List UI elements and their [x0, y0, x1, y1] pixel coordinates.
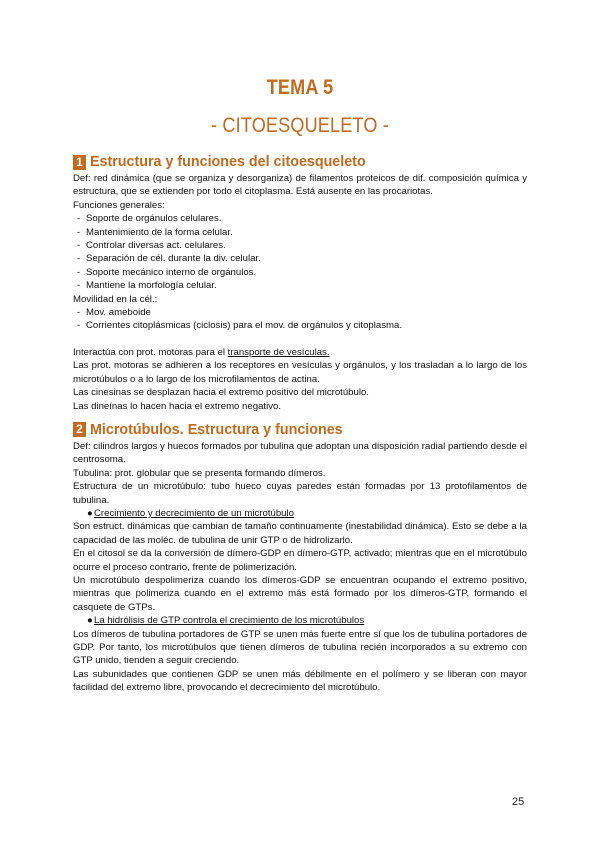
bullet-dot-icon: ●	[87, 615, 93, 627]
depolymerization-paragraph: Un microtúbulo despolimeriza cuando los dímeros-GDP se encuentran ocupando el extremo positivo, mientras que polimeriza cuando en el extremo más está formado por los dímeros-GTP, formando el casquete de GTPs.	[73, 574, 527, 613]
bullet-hydrolysis	[73, 614, 527, 627]
section-2-heading	[73, 421, 527, 439]
section-2-title: Microtúbulos. Estructura y funciones	[90, 421, 343, 438]
bullet-growth-text: Crecimiento y decrecimiento de un microtúbulo	[94, 507, 294, 519]
section-2-number: 2	[73, 422, 86, 437]
function-item: - Soporte mecánico interno de orgánulos.	[73, 266, 527, 279]
movement-item: - Corrientes citoplásmicas (ciclosis) para el mov. de orgánulos y citoplasma.	[73, 319, 527, 332]
gtp-binding-paragraph: Los dímeros de tubulina portadores de GTP se unen más fuerte entre sí que los de tubulina portadores de GDP. Por tanto, los microtúbulos que tienen dímeros de tubulina recién incorporados a su extremo con GTP unido, tienden a seguir creciendo.	[73, 628, 527, 667]
function-item: - Mantiene la morfología celular.	[73, 279, 527, 292]
functions-label: Funciones generales:	[73, 199, 165, 211]
structure-paragraph: Estructura de un microtúbulo: tubo hueco cuyas paredes están formadas por 13 protofilamentos de tubulina.	[73, 481, 527, 506]
section-1-heading	[73, 153, 527, 171]
section-1-title: Estructura y funciones del citoesqueleto	[90, 154, 366, 170]
gdp-release-paragraph: Las subunidades que contienen GDP se unen más débilmente en el polímero y se liberan con mayor facilidad del extremo libre, provocando el decrecimiento del microtúbulo.	[73, 668, 527, 694]
bullet-dot-icon: ●	[87, 507, 93, 519]
section-1-definition: Def: red dinámica (que se organiza y desorganiza) de filamentos proteicos de dif. composición química y estructura, que se extienden por todo el citoplasma. Está ausente en las procariotas.	[73, 173, 527, 198]
motor-proteins-paragraph: Las prot. motoras se adhieren a los receptores en vesículas y orgánulos, y los trasladan a lo largo de los microtúbulos o a lo largo de los microfilamentos de actina.	[73, 360, 527, 385]
tubulina-paragraph: Tubulina: prot. globular que se presenta formando dímeros.	[73, 467, 326, 479]
bullet-growth	[73, 507, 527, 520]
interaction-text: Interactúa con prot. motoras para el	[73, 346, 228, 358]
document-body	[73, 153, 527, 695]
movement-label: Movilidad en la cél.:	[73, 293, 158, 305]
vesicle-transport-underlined: transporte de vesículas.	[227, 346, 330, 358]
page-subtitle: - CITOESQUELETO -	[211, 114, 389, 137]
dynamic-instability-paragraph: Son estruct. dinámicas que cambian de tamaño continuamente (inestabilidad dinámica). Esto se debe a la capacidad de las moléc. de tubulina de unir GTP o de hidrolizarlo.	[73, 521, 527, 546]
interaction-line	[73, 346, 527, 359]
function-item: - Controlar diversas act. celulares.	[73, 239, 527, 252]
section-1-number: 1	[73, 155, 86, 170]
movement-item: - Mov. ameboide	[73, 306, 527, 319]
page-number: 25	[512, 796, 525, 808]
bullet-hydrolysis-text: La hidrólisis de GTP controla el crecimiento de los microtúbulos	[94, 615, 365, 627]
page-title: TEMA 5	[266, 76, 334, 99]
kinesins-paragraph: Las cinesinas se desplazan hacia el extremo positivo del microtúbulo.	[73, 387, 369, 399]
function-item: - Mantenimiento de la forma celular.	[73, 226, 527, 239]
dyneins-paragraph: Las dineínas lo hacen hacia el extremo negativo.	[73, 400, 281, 412]
function-item: - Separación de cél. durante la div. celular.	[73, 252, 527, 265]
function-item: - Soporte de orgánulos celulares.	[73, 212, 527, 225]
section-2-definition: Def: cilindros largos y huecos formados por tubulina que adoptan una disposición radial partiendo desde el centrosoma.	[73, 440, 527, 466]
conversion-paragraph: En el citosol se da la conversión de dímero-GDP en dímero-GTP, activado; mientras que en el microtúbulo ocurre el proceso contrario, frente de polimerización.	[73, 548, 527, 573]
